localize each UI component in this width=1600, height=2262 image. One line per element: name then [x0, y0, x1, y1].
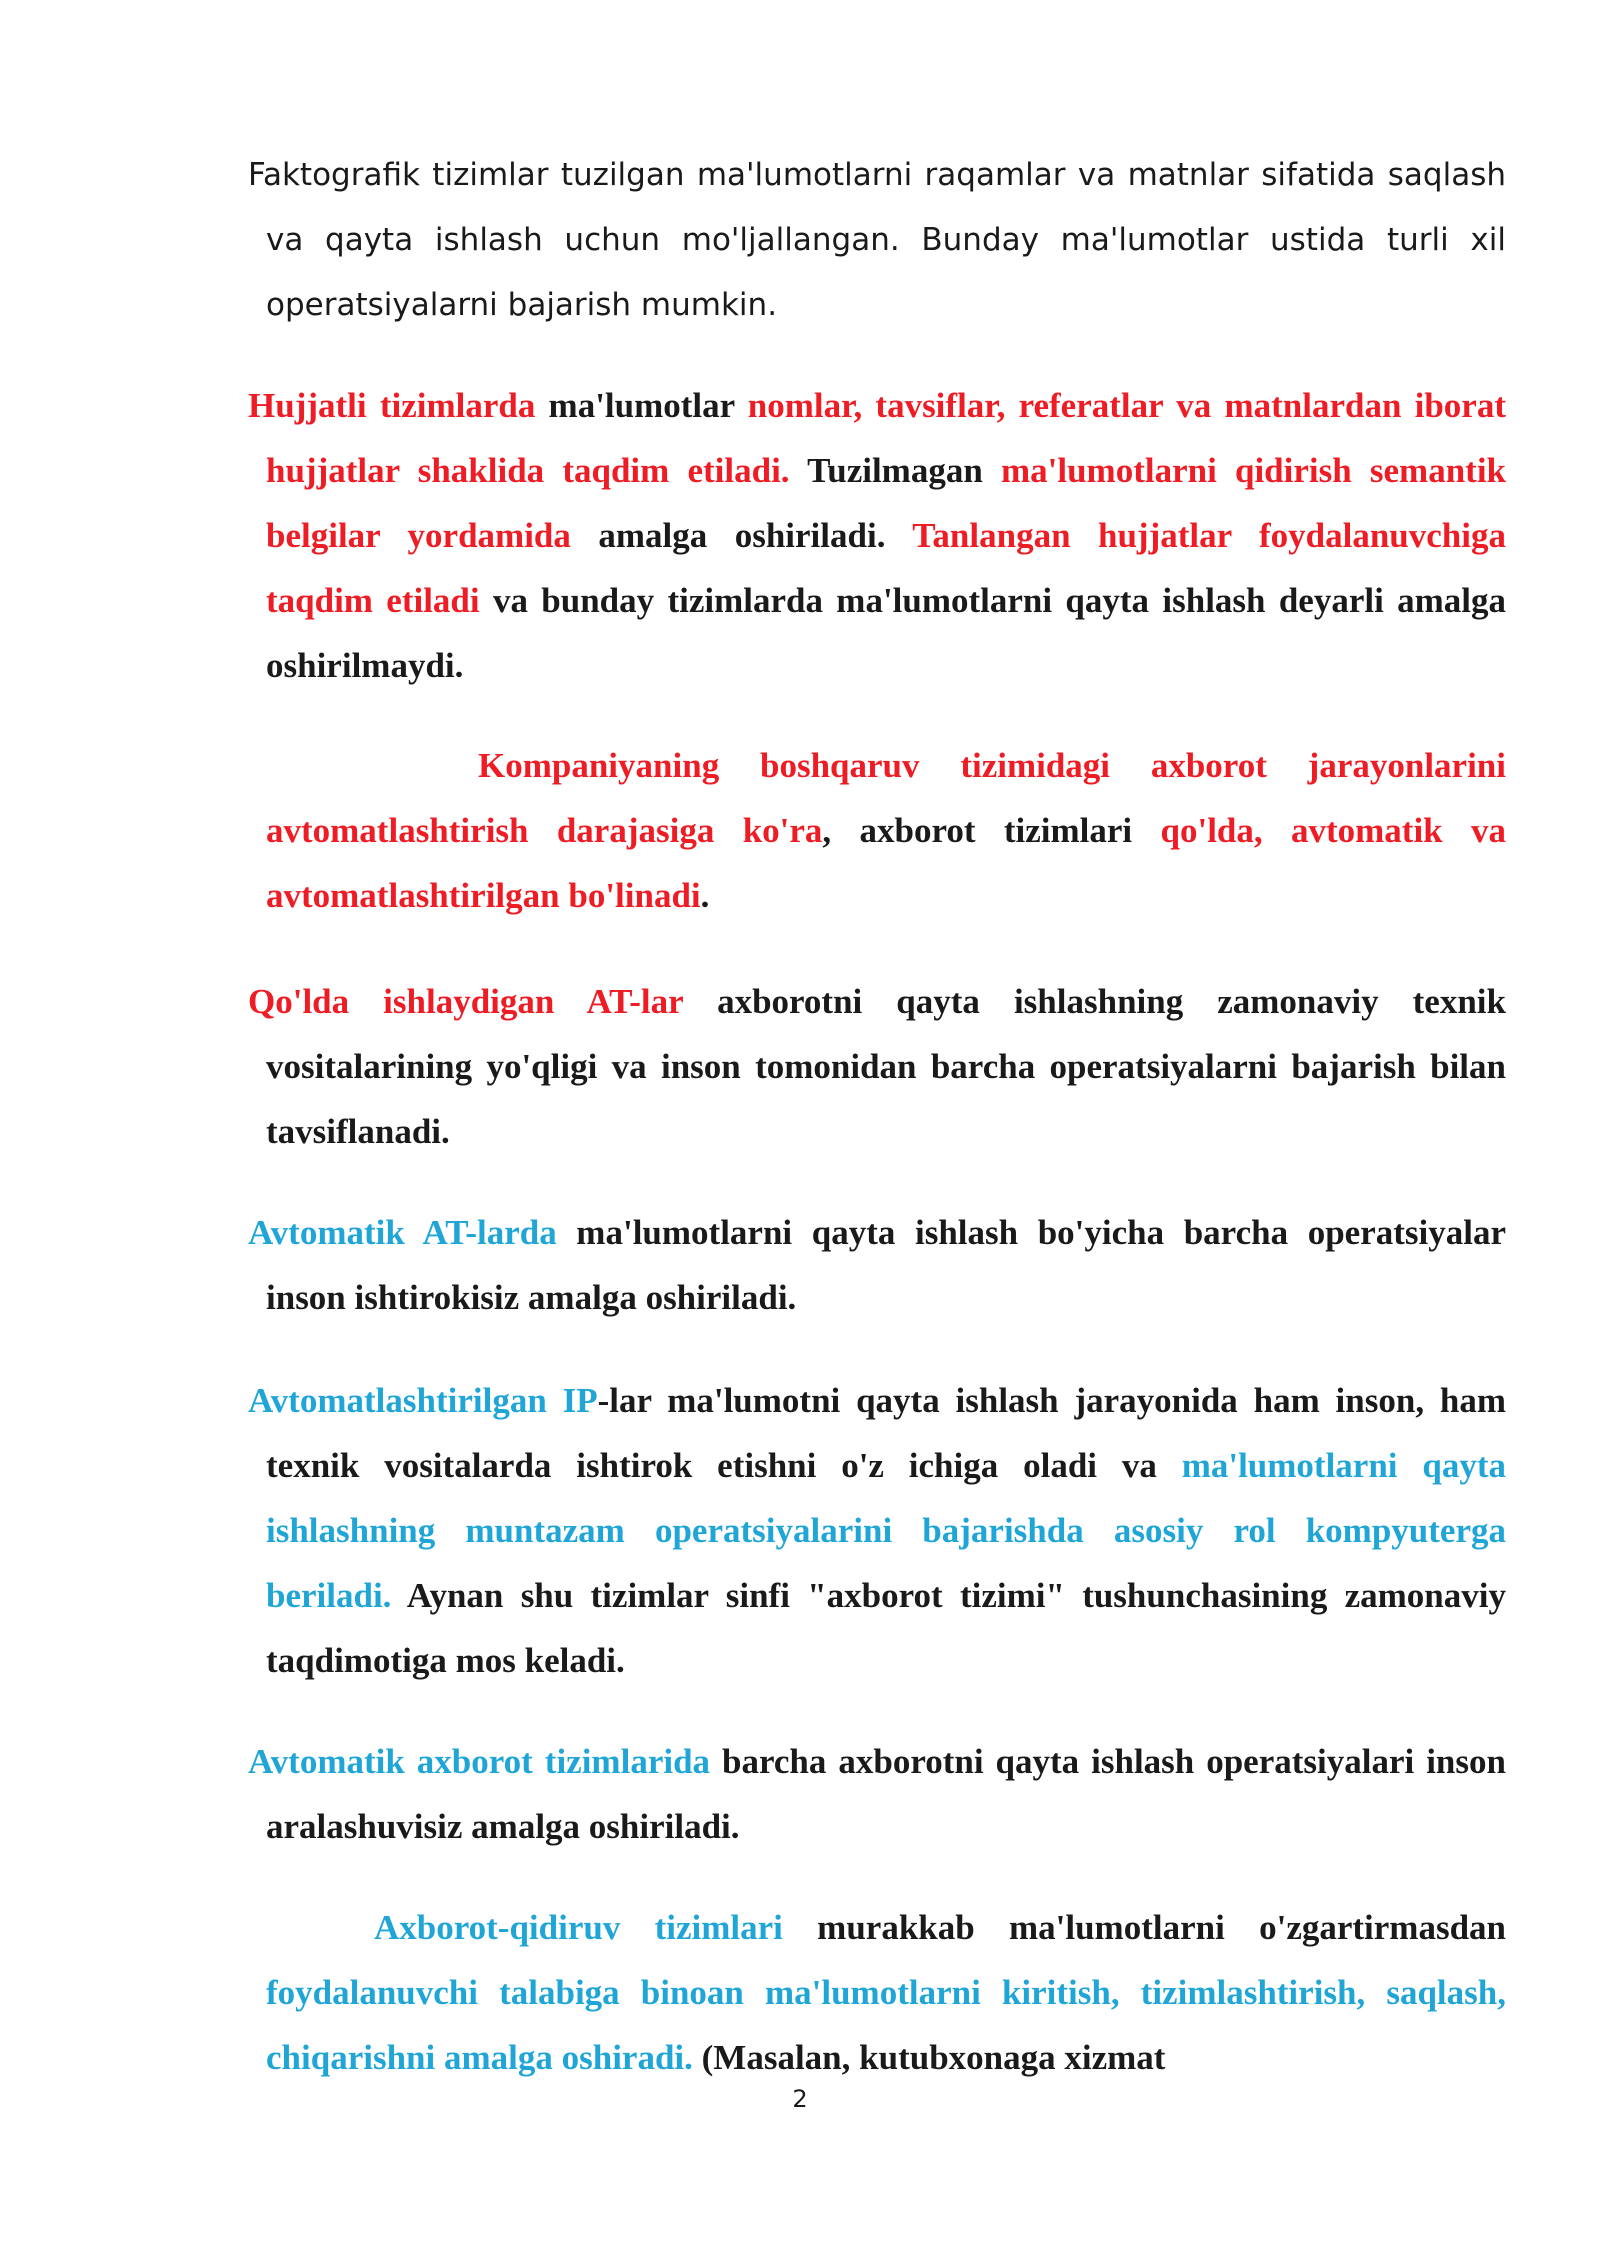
text-span: Axborot-qidiruv tizimlari	[374, 1908, 783, 1947]
text-span: nomlar, tavsiflar, referatlar va matnlardan iborat hujjatlar shaklida taqdim etiladi.	[266, 386, 1507, 490]
text-span: qo'lda, avtomatik va avtomatlashtirilgan bo'linadi	[266, 811, 1506, 915]
text-span: , axborot tizimlari	[822, 811, 1161, 850]
text-span: Kompaniyaning boshqaruv tizimidagi axborot jarayonlarini avtomatlashtirish darajasiga ko'ra	[266, 746, 1506, 850]
text-span: murakkab ma'lumotlarni o'zgartirmasdan	[782, 1908, 1507, 1947]
text-span: Tanlangan hujjatlar foydalanuvchiga taqdim etiladi	[266, 516, 1506, 620]
page-number: 2	[792, 2085, 808, 2113]
text-span: amalga oshiriladi.	[570, 516, 913, 555]
text-span: Hujjatli tizimlarda	[248, 386, 536, 425]
text-span: ma'lumotlarni qidirish semantik belgilar yordamida	[266, 451, 1507, 555]
text-span: ma'lumotlarni qayta ishlash bo'yicha barcha operatsiyalar inson ishtirokisiz amalga oshiriladi.	[266, 1213, 1506, 1317]
text-span: Avtomatik axborot tizimlarida	[248, 1742, 711, 1781]
paragraph-avtomatik-at	[248, 1200, 1506, 1330]
text-span: barcha axborotni qayta ishlash operatsiyalari inson aralashuvisiz amalga oshiriladi.	[266, 1742, 1506, 1846]
text-span: Avtomatik AT-larda	[248, 1213, 557, 1252]
paragraph-axborot-qidiruv	[248, 1895, 1506, 2090]
text-span: Tuzilmagan	[789, 451, 1001, 490]
text-span: ma'lumotlarni qayta ishlashning muntazam operatsiyalarini bajarishda asosiy rol kompyuterga beriladi.	[266, 1446, 1506, 1615]
text-span: axborotni qayta ishlashning zamonaviy texnik vositalarining yo'qligi va inson tomonidan barcha operatsiyalarni bajarish bilan tavsiflanadi.	[266, 982, 1506, 1151]
paragraph-qolda-ishlaydigan	[248, 969, 1506, 1164]
text-span: -lar ma'lumotni qayta ishlash jarayonida ham inson, ham texnik vositalarda ishtirok etishni o'z ichiga oladi va	[266, 1381, 1506, 1485]
text-span: Faktografik tizimlar tuzilgan ma'lumotlarni raqamlar va matnlar sifatida saqlash va qayta ishlash uchun mo'ljallangan. Bunday ma'lumotlar ustida turli xil operatsiyalarni bajarish mumkin.	[248, 157, 1506, 323]
paragraph-hujjatli-tizimlar	[248, 373, 1506, 698]
text-span: Avtomatlashtirilgan IP	[248, 1381, 598, 1420]
text-span: Aynan shu tizimlar sinfi "axborot tizimi" tushunchasining zamonaviy taqdimotiga mos keladi.	[266, 1576, 1506, 1680]
text-span: ma'lumotlar	[535, 386, 748, 425]
text-span: Qo'lda ishlaydigan AT-lar	[248, 982, 684, 1021]
paragraph-kompaniyaning	[248, 733, 1506, 928]
paragraph-faktografik	[248, 143, 1506, 338]
text-span: va bunday tizimlarda ma'lumotlarni qayta ishlash deyarli amalga oshirilmaydi.	[266, 581, 1507, 685]
text-span: (Masalan, kutubxonaga xizmat	[692, 2038, 1166, 2077]
paragraph-avtomatlashtirilgan	[248, 1368, 1506, 1693]
paragraph-avtomatik-axborot	[248, 1729, 1506, 1859]
text-span: foydalanuvchi talabiga binoan ma'lumotlarni kiritish, tizimlashtirish, saqlash, chiqarishni amalga oshiradi.	[266, 1973, 1506, 2077]
text-span: .	[700, 876, 710, 915]
